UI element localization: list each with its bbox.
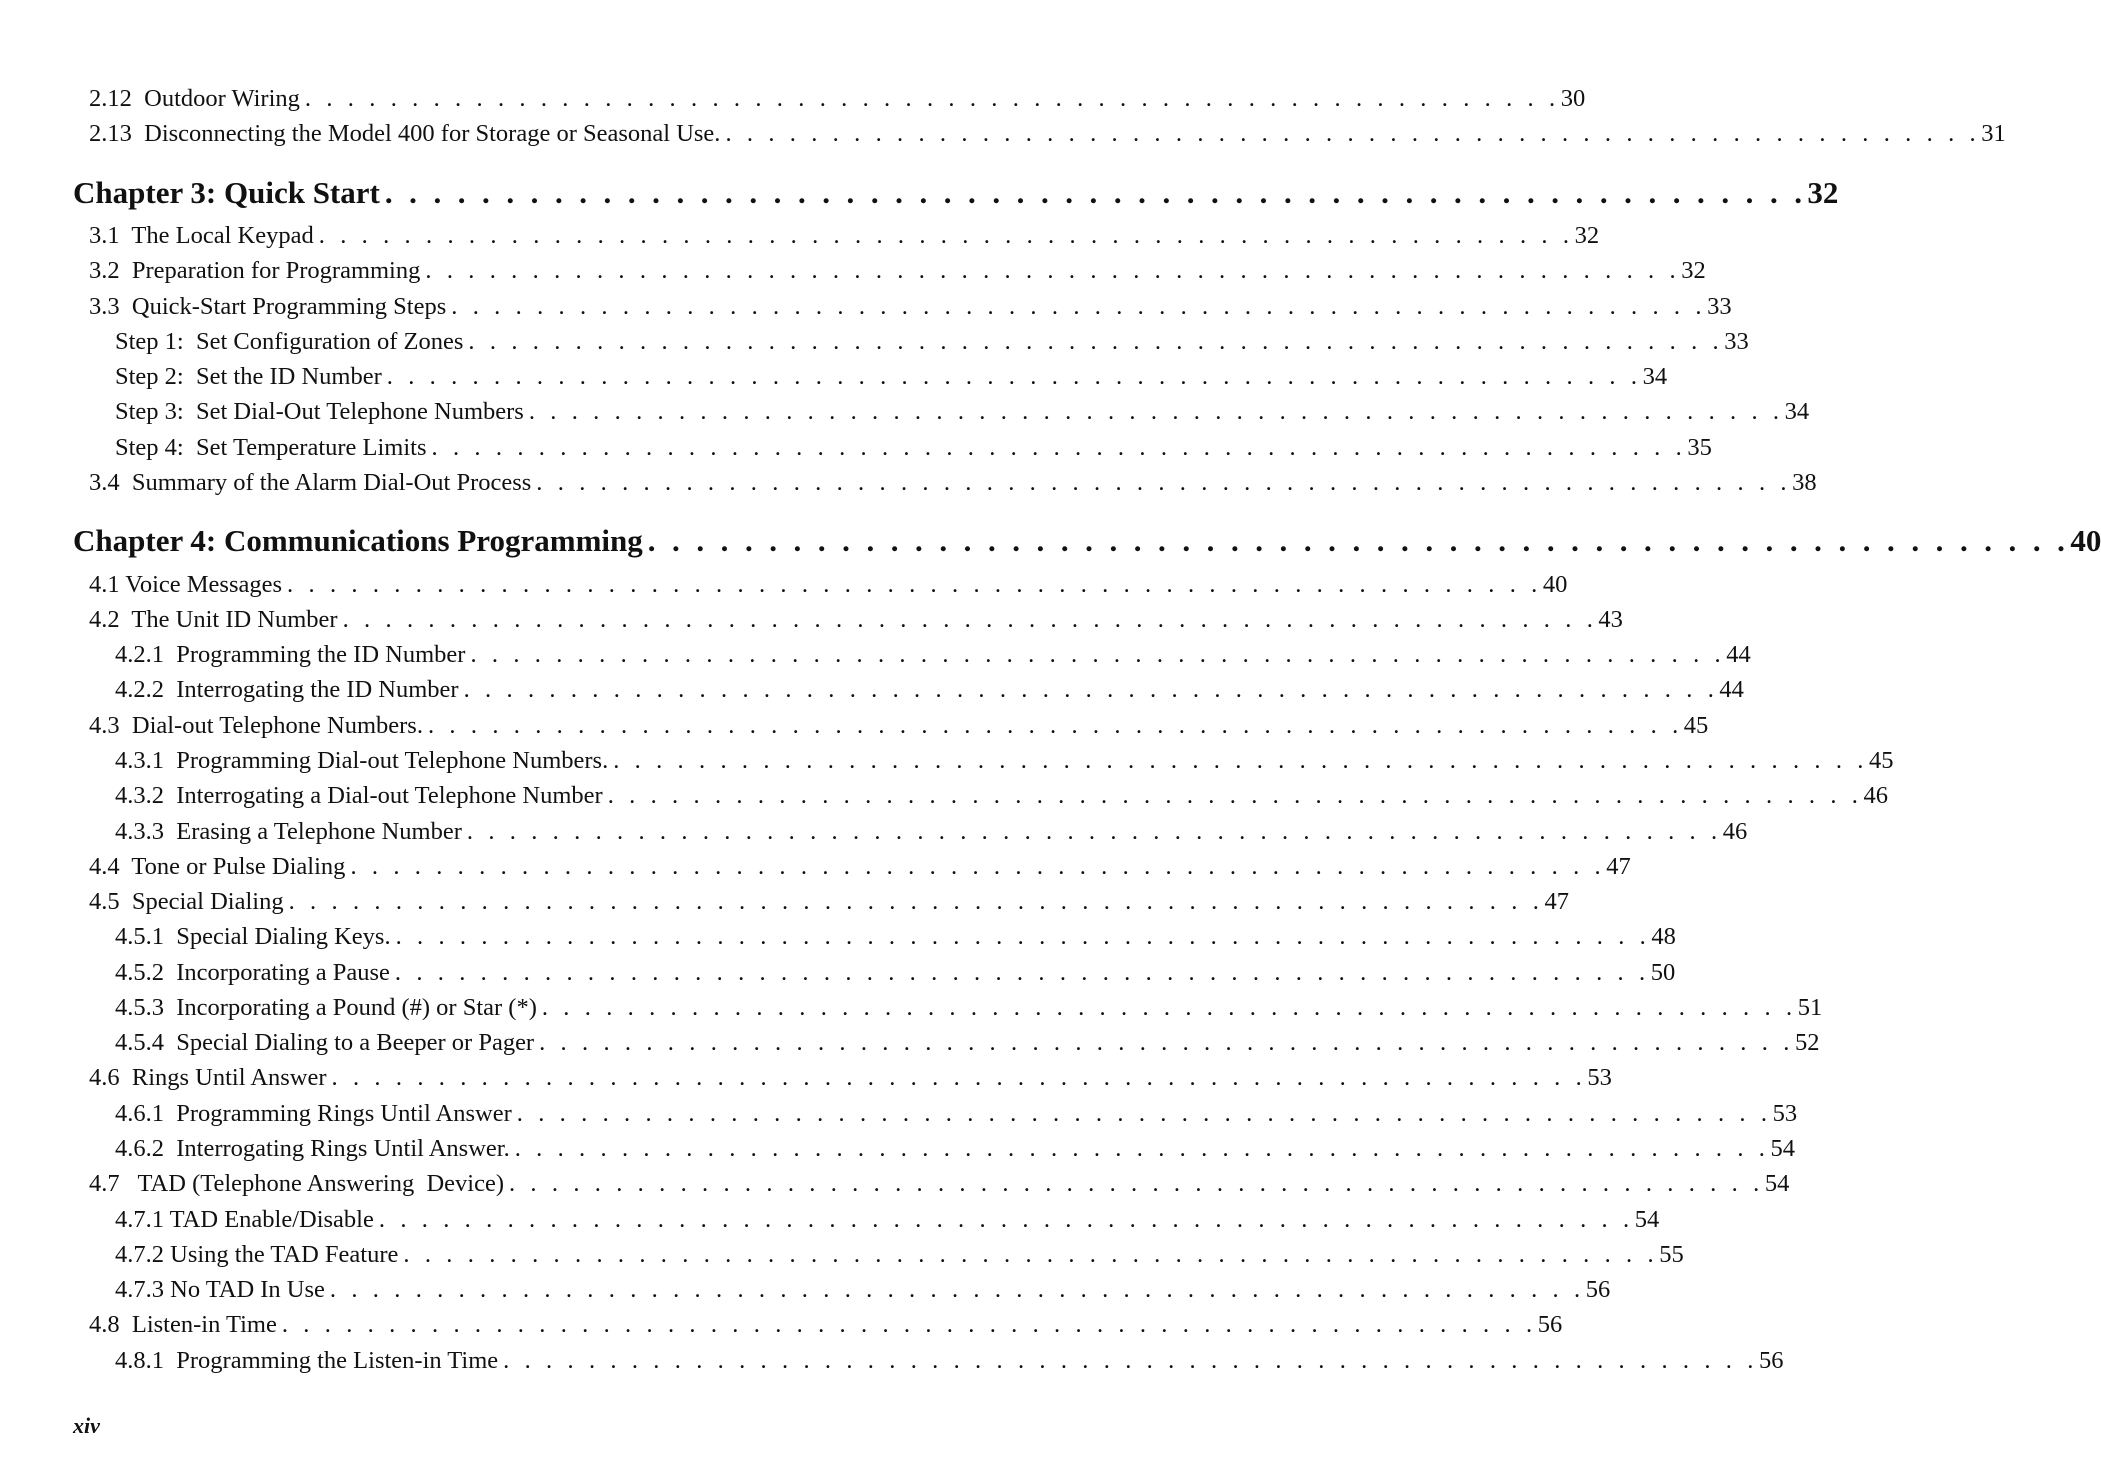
toc-page-number: 32 — [1681, 257, 1706, 284]
toc-page-number: 32 — [1807, 175, 1839, 210]
toc-entry-label: 4.2.2 Interrogating the ID Number — [115, 676, 459, 703]
toc-page-number: 40 — [1542, 571, 1568, 598]
toc-page-number: 45 — [1683, 712, 1709, 739]
toc-entry-label: 4.7.1 TAD Enable/Disable — [115, 1206, 374, 1233]
dot-leader: . . . . . . . . . . . . . . . . . . . . . . . . . . . . . . . . . . . . . . . . . . . . . . . . . . . . . . . . . . . — [427, 712, 1683, 739]
dot-leader: . . . . . . . . . . . . . . . . . . . . . . . . . . . . . . . . . . . . . . . . . . . . . . . . . . . . . . . . . . . — [463, 676, 1719, 703]
dot-leader: . . . . . . . . . . . . . . . . . . . . . . . . . . . . . . . . . . . . . . . . . . . . . . . . . . . . . . . . . . . — [528, 398, 1784, 425]
toc-entry-4-4[interactable] — [89, 851, 1631, 883]
toc-entry-2-12[interactable] — [89, 83, 1586, 115]
toc-page-number: 44 — [1726, 641, 1751, 668]
toc-entry-step-3[interactable] — [115, 396, 1810, 428]
dot-leader: . . . . . . . . . . . . . . . . . . . . . . . . . . . . . . . . . . . . . . . . . . . . . . . . . . . . . . . . . . . — [514, 1135, 1770, 1162]
toc-entry-4-5-1[interactable] — [115, 921, 1676, 953]
toc-entry-4-3-2[interactable] — [115, 780, 1889, 812]
dot-leader: . . . . . . . . . . . . . . . . . . . . . . . . . . . . . . . . . . . . . . . . . . . . . . . . . . . . . . . . . . . — [384, 175, 1807, 210]
toc-entry-label: 4.2 The Unit ID Number — [89, 606, 338, 633]
toc-entry-4-2[interactable] — [89, 604, 1623, 636]
toc-entry-step-1[interactable] — [115, 326, 1749, 358]
toc-page-number: 43 — [1598, 606, 1623, 633]
toc-page-number: 54 — [1764, 1170, 1790, 1197]
toc-entry-label: 2.12 Outdoor Wiring — [89, 85, 300, 112]
toc-entry-label: 4.3.2 Interrogating a Dial-out Telephone Number — [115, 782, 603, 809]
toc-page-number: 46 — [1863, 782, 1889, 809]
toc-entry-label: 4.6 Rings Until Answer — [89, 1064, 327, 1091]
toc-entry-4-1[interactable] — [89, 569, 1568, 601]
toc-entry-step-4[interactable] — [115, 432, 1712, 464]
toc-chapter-4[interactable] — [73, 521, 2101, 561]
toc-page-number: 55 — [1659, 1241, 1684, 1268]
toc-page-number: 35 — [1687, 434, 1712, 461]
dot-leader: . . . . . . . . . . . . . . . . . . . . . . . . . . . . . . . . . . . . . . . . . . . . . . . . . . . . . . . . . . . — [607, 782, 1863, 809]
toc-entry-4-8-1[interactable] — [115, 1345, 1784, 1377]
dot-leader: . . . . . . . . . . . . . . . . . . . . . . . . . . . . . . . . . . . . . . . . . . . . . . . . . . . . . . . . . . . — [350, 853, 1606, 880]
dot-leader: . . . . . . . . . . . . . . . . . . . . . . . . . . . . . . . . . . . . . . . . . . . . . . . . . . . . . . . . . . . — [304, 85, 1560, 112]
toc-page-number: 31 — [1981, 120, 2006, 147]
toc-page-number: 33 — [1707, 293, 1732, 320]
toc-page-number: 56 — [1758, 1347, 1784, 1374]
toc-entry-4-2-1[interactable] — [115, 639, 1751, 671]
page-number-footer: xiv — [73, 1413, 100, 1438]
dot-leader: . . . . . . . . . . . . . . . . . . . . . . . . . . . . . . . . . . . . . . . . . . . . . . . . . . . . . . . . . . . — [536, 469, 1792, 496]
toc-chapter-title: Chapter 4: Communications Programming — [73, 523, 643, 558]
toc-entry-3-4[interactable] — [89, 467, 1817, 499]
toc-entry-4-6-2[interactable] — [115, 1133, 1796, 1165]
toc-entry-4-2-2[interactable] — [115, 674, 1744, 706]
dot-leader: . . . . . . . . . . . . . . . . . . . . . . . . . . . . . . . . . . . . . . . . . . . . . . . . . . . . . . . . . . . — [508, 1170, 1764, 1197]
dot-leader: . . . . . . . . . . . . . . . . . . . . . . . . . . . . . . . . . . . . . . . . . . . . . . . . . . . . . . . . . . . — [288, 888, 1544, 915]
toc-entry-4-3-3[interactable] — [115, 816, 1748, 848]
toc-entry-label: 4.5.3 Incorporating a Pound (#) or Star (*) — [115, 994, 537, 1021]
toc-page-number: 30 — [1560, 85, 1586, 112]
dot-leader: . . . . . . . . . . . . . . . . . . . . . . . . . . . . . . . . . . . . . . . . . . . . . . . . . . . . . . . . . . . — [403, 1241, 1659, 1268]
toc-entry-label: 4.5.4 Special Dialing to a Beeper or Pager — [115, 1029, 535, 1056]
toc-entry-3-3[interactable] — [89, 291, 1732, 323]
toc-entry-4-5-2[interactable] — [115, 957, 1676, 989]
toc-entry-4-5[interactable] — [89, 886, 1569, 918]
dot-leader: . . . . . . . . . . . . . . . . . . . . . . . . . . . . . . . . . . . . . . . . . . . . . . . . . . . . . . . . . . . — [468, 328, 1724, 355]
dot-leader: . . . . . . . . . . . . . . . . . . . . . . . . . . . . . . . . . . . . . . . . . . . . . . . . . . . . . . . . . . . — [470, 641, 1726, 668]
toc-page-number: 32 — [1574, 222, 1600, 249]
toc-entry-label: 4.3.1 Programming Dial-out Telephone Numbers. — [115, 747, 609, 774]
dot-leader: . . . . . . . . . . . . . . . . . . . . . . . . . . . . . . . . . . . . . . . . . . . . . . . . . . . . . . . . . . . — [516, 1100, 1772, 1127]
toc-entry-label: 4.2.1 Programming the ID Number — [115, 641, 466, 668]
toc-page-number: 48 — [1651, 923, 1676, 950]
toc-entry-4-7-1[interactable] — [115, 1204, 1660, 1236]
toc-page-number: 56 — [1585, 1276, 1611, 1303]
dot-leader: . . . . . . . . . . . . . . . . . . . . . . . . . . . . . . . . . . . . . . . . . . . . . . . . . . . . . . . . . . . — [451, 293, 1707, 320]
toc-entry-4-3[interactable] — [89, 710, 1709, 742]
dot-leader: . . . . . . . . . . . . . . . . . . . . . . . . . . . . . . . . . . . . . . . . . . . . . . . . . . . . . . . . . . . — [395, 923, 1651, 950]
toc-entry-label: 4.7.3 No TAD In Use — [115, 1276, 325, 1303]
dot-leader: . . . . . . . . . . . . . . . . . . . . . . . . . . . . . . . . . . . . . . . . . . . . . . . . . . . . . . . . . . . — [394, 959, 1650, 986]
toc-entry-4-5-3[interactable] — [115, 992, 1823, 1024]
toc-entry-step-2[interactable] — [115, 361, 1668, 393]
toc-page-number: 54 — [1634, 1206, 1660, 1233]
toc-entry-label: 3.1 The Local Keypad — [89, 222, 314, 249]
dot-leader: . . . . . . . . . . . . . . . . . . . . . . . . . . . . . . . . . . . . . . . . . . . . . . . . . . . . . . . . . . . — [342, 606, 1598, 633]
toc-chapter-3[interactable] — [73, 173, 1839, 213]
dot-leader: . . . . . . . . . . . . . . . . . . . . . . . . . . . . . . . . . . . . . . . . . . . . . . . . . . . . . . . . . . . — [647, 523, 2070, 558]
toc-entry-3-2[interactable] — [89, 255, 1706, 287]
toc-entry-label: 4.5 Special Dialing — [89, 888, 284, 915]
toc-entry-label: 2.13 Disconnecting the Model 400 for Storage or Seasonal Use. — [89, 120, 721, 147]
toc-entry-label: 4.7.2 Using the TAD Feature — [115, 1241, 399, 1268]
toc-entry-4-3-1[interactable] — [115, 745, 1894, 777]
toc-page-number: 54 — [1770, 1135, 1796, 1162]
toc-page-number: 34 — [1642, 363, 1668, 390]
dot-leader: . . . . . . . . . . . . . . . . . . . . . . . . . . . . . . . . . . . . . . . . . . . . . . . . . . . . . . . . . . . — [541, 994, 1797, 1021]
toc-entry-4-7-2[interactable] — [115, 1239, 1684, 1271]
toc-page-number: 53 — [1587, 1064, 1612, 1091]
toc-entry-label: Step 1: Set Configuration of Zones — [115, 328, 464, 355]
toc-entry-label: 3.2 Preparation for Programming — [89, 257, 421, 284]
dot-leader: . . . . . . . . . . . . . . . . . . . . . . . . . . . . . . . . . . . . . . . . . . . . . . . . . . . . . . . . . . . — [425, 257, 1681, 284]
dot-leader: . . . . . . . . . . . . . . . . . . . . . . . . . . . . . . . . . . . . . . . . . . . . . . . . . . . . . . . . . . . — [287, 571, 1542, 598]
toc-page-number: 47 — [1544, 888, 1569, 915]
dot-leader: . . . . . . . . . . . . . . . . . . . . . . . . . . . . . . . . . . . . . . . . . . . . . . . . . . . . . . . . . . . — [386, 363, 1642, 390]
toc-entry-label: Step 3: Set Dial-Out Telephone Numbers — [115, 398, 524, 425]
toc-page-number: 47 — [1606, 853, 1631, 880]
toc-entry-label: Step 2: Set the ID Number — [115, 363, 382, 390]
toc-entry-4-7[interactable] — [89, 1168, 1790, 1200]
toc-entry-4-6[interactable] — [89, 1062, 1612, 1094]
toc-entry-label: Step 4: Set Temperature Limits — [115, 434, 427, 461]
toc-entry-4-8[interactable] — [89, 1309, 1563, 1341]
toc-entry-label: 4.4 Tone or Pulse Dialing — [89, 853, 346, 880]
toc-chapter-title: Chapter 3: Quick Start — [73, 175, 380, 210]
toc-entry-label: 4.3.3 Erasing a Telephone Number — [115, 818, 462, 845]
toc-page-number: 51 — [1797, 994, 1823, 1021]
toc-entry-2-13[interactable] — [89, 118, 2006, 150]
toc-entry-label: 4.5.2 Incorporating a Pause — [115, 959, 390, 986]
toc-entry-label: 4.1 Voice Messages — [89, 571, 283, 598]
toc-entry-label: 4.5.1 Special Dialing Keys. — [115, 923, 391, 950]
dot-leader: . . . . . . . . . . . . . . . . . . . . . . . . . . . . . . . . . . . . . . . . . . . . . . . . . . . . . . . . . . . — [331, 1064, 1587, 1091]
toc-page-number: 56 — [1537, 1311, 1563, 1338]
toc-page-number: 53 — [1772, 1100, 1798, 1127]
toc-page-number: 40 — [2070, 523, 2101, 558]
toc-page-number: 34 — [1784, 398, 1810, 425]
toc-page-number: 46 — [1722, 818, 1748, 845]
toc-entry-label: 3.4 Summary of the Alarm Dial-Out Process — [89, 469, 532, 496]
toc-entry-label: 4.8 Listen-in Time — [89, 1311, 277, 1338]
toc-entry-4-5-4[interactable] — [115, 1027, 1820, 1059]
toc-page-number: 45 — [1869, 747, 1894, 774]
toc-entry-4-6-1[interactable] — [115, 1098, 1798, 1130]
toc-entry-label: 4.6.1 Programming Rings Until Answer — [115, 1100, 512, 1127]
dot-leader: . . . . . . . . . . . . . . . . . . . . . . . . . . . . . . . . . . . . . . . . . . . . . . . . . . . . . . . . . . . — [466, 818, 1722, 845]
toc-entry-label: 4.8.1 Programming the Listen-in Time — [115, 1347, 499, 1374]
toc-page-number: 52 — [1794, 1029, 1820, 1056]
toc-entry-label: 4.3 Dial-out Telephone Numbers. — [89, 712, 423, 739]
dot-leader: . . . . . . . . . . . . . . . . . . . . . . . . . . . . . . . . . . . . . . . . . . . . . . . . . . . . . . . . . . . — [431, 434, 1687, 461]
dot-leader: . . . . . . . . . . . . . . . . . . . . . . . . . . . . . . . . . . . . . . . . . . . . . . . . . . . . . . . . . . . — [725, 120, 1981, 147]
toc-entry-label: 4.6.2 Interrogating Rings Until Answer. — [115, 1135, 510, 1162]
toc-page-number: 44 — [1719, 676, 1744, 703]
toc-entry-label: 4.7 TAD (Telephone Answering Device) — [89, 1170, 504, 1197]
toc-page-number: 33 — [1724, 328, 1749, 355]
toc-entry-3-1[interactable] — [89, 220, 1600, 252]
dot-leader: . . . . . . . . . . . . . . . . . . . . . . . . . . . . . . . . . . . . . . . . . . . . . . . . . . . . . . . . . . . — [613, 747, 1869, 774]
toc-entry-label: 3.3 Quick-Start Programming Steps — [89, 293, 447, 320]
dot-leader: . . . . . . . . . . . . . . . . . . . . . . . . . . . . . . . . . . . . . . . . . . . . . . . . . . . . . . . . . . . — [281, 1311, 1537, 1338]
toc-entry-4-7-3[interactable] — [115, 1274, 1611, 1306]
dot-leader: . . . . . . . . . . . . . . . . . . . . . . . . . . . . . . . . . . . . . . . . . . . . . . . . . . . . . . . . . . . — [329, 1276, 1585, 1303]
toc-page-number: 50 — [1650, 959, 1676, 986]
dot-leader: . . . . . . . . . . . . . . . . . . . . . . . . . . . . . . . . . . . . . . . . . . . . . . . . . . . . . . . . . . . — [318, 222, 1574, 249]
dot-leader: . . . . . . . . . . . . . . . . . . . . . . . . . . . . . . . . . . . . . . . . . . . . . . . . . . . . . . . . . . . — [539, 1029, 1794, 1056]
dot-leader: . . . . . . . . . . . . . . . . . . . . . . . . . . . . . . . . . . . . . . . . . . . . . . . . . . . . . . . . . . . — [503, 1347, 1758, 1374]
toc-page-number: 38 — [1792, 469, 1817, 496]
dot-leader: . . . . . . . . . . . . . . . . . . . . . . . . . . . . . . . . . . . . . . . . . . . . . . . . . . . . . . . . . . . — [378, 1206, 1634, 1233]
